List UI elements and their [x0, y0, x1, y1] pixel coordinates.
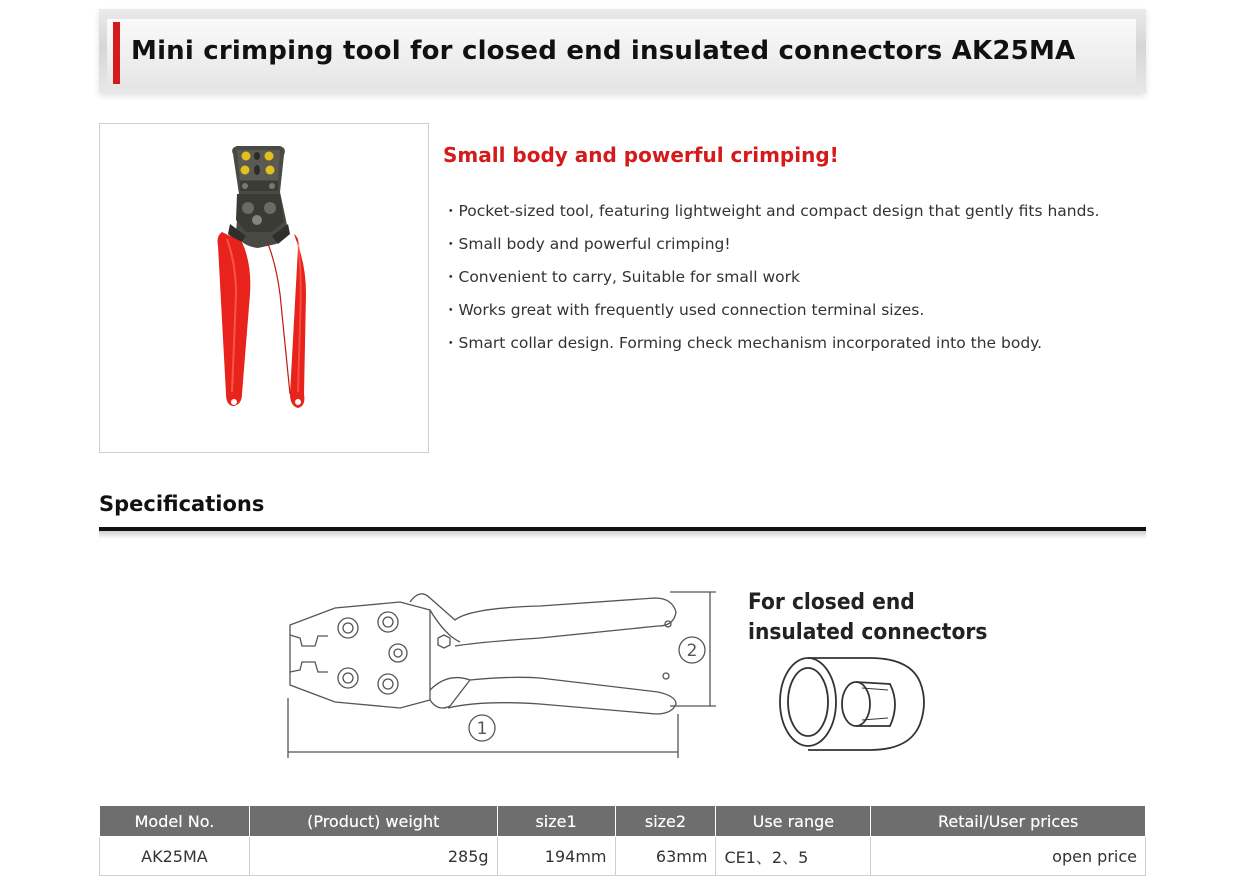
table-cell: 63mm [615, 837, 716, 876]
product-tagline: Small body and powerful crimping! [443, 143, 839, 167]
specifications-heading: Specifications [99, 492, 265, 516]
list-item: ・Works great with frequently used connection terminal sizes. [443, 301, 925, 319]
dimension-2-label: 2 [686, 641, 698, 661]
page-title: Mini crimping tool for closed end insulated connectors AK25MA [131, 36, 1076, 66]
dimension-1-label: 1 [476, 719, 488, 739]
feature-list [443, 200, 1099, 365]
product-image-frame [99, 123, 429, 453]
connector-label-line: insulated connectors [748, 620, 988, 645]
table-cell: 194mm [497, 837, 615, 876]
list-item: ・Smart collar design. Forming check mechanism incorporated into the body. [443, 334, 1043, 352]
connector-label-line: For closed end [748, 590, 915, 615]
connector-label [748, 588, 987, 648]
list-item: ・Convenient to carry, Suitable for small work [443, 268, 800, 286]
column-header: Use range [716, 806, 871, 837]
column-header: size2 [615, 806, 716, 837]
closed-end-connector-icon [770, 652, 940, 767]
list-item: ・Pocket-sized tool, featuring lightweight and compact design that gently fits hands. [443, 202, 1100, 220]
table-cell: CE1、2、5 [716, 837, 871, 876]
list-item: ・Small body and powerful crimping! [443, 235, 731, 253]
column-header: Retail/User prices [871, 806, 1146, 837]
section-divider-shadow [99, 531, 1146, 539]
specifications-table [99, 806, 1146, 876]
column-header: (Product) weight [249, 806, 497, 837]
column-header: size1 [497, 806, 615, 837]
table-row [100, 837, 1146, 876]
table-cell: 285g [249, 837, 497, 876]
column-header: Model No. [100, 806, 250, 837]
crimping-tool-photo-icon [100, 124, 428, 452]
title-accent-bar [113, 22, 120, 84]
dimension-diagram [280, 580, 730, 765]
table-cell: AK25MA [100, 837, 250, 876]
table-cell: open price [871, 837, 1146, 876]
table-header-row [100, 806, 1146, 837]
